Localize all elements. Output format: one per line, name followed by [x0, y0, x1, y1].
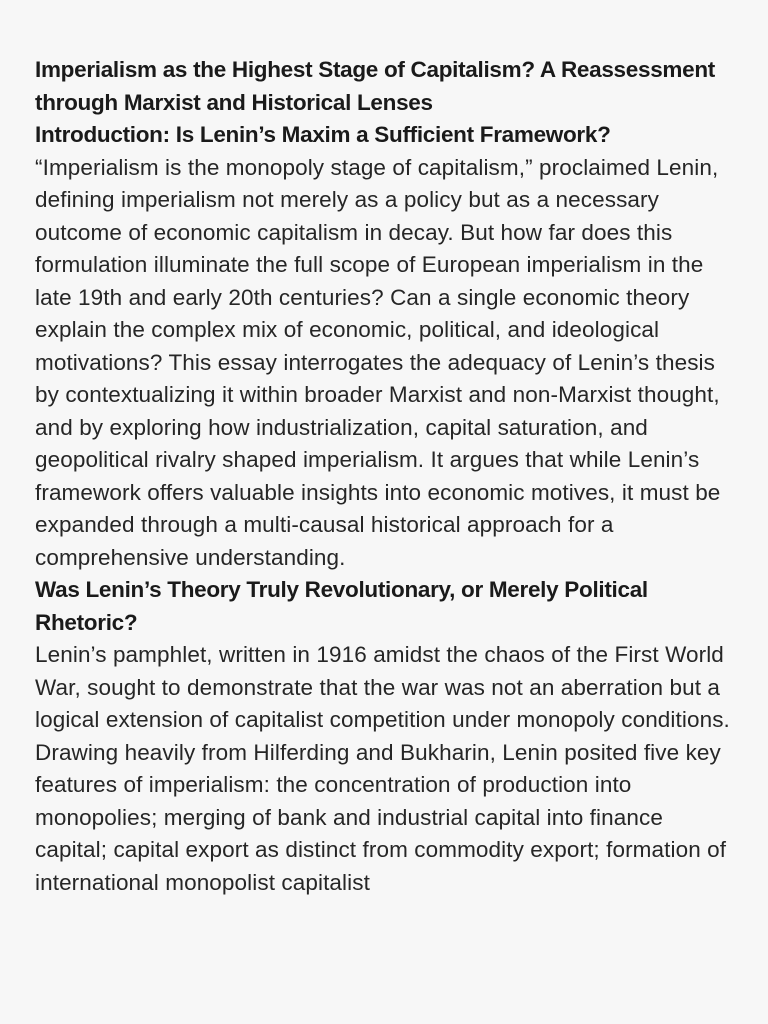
- section-heading-introduction: Introduction: Is Lenin’s Maxim a Sufficient Framework?: [35, 122, 611, 147]
- document-title: Imperialism as the Highest Stage of Capitalism? A Reassessment through Marxist and Historical Lenses: [35, 57, 715, 115]
- section-body-introduction: “Imperialism is the monopoly stage of capitalism,” proclaimed Lenin, defining imperialism not merely as a policy but as a necessary outcome of economic capitalism in decay. But how far does this formulation illuminate the full scope of European imperialism in the late 19th and early 20th centuries? Can a single economic theory explain the complex mix of economic, political, and ideological motivations? This essay interrogates the adequacy of Lenin’s thesis by contextualizing it within broader Marxist and non-Marxist thought, and by exploring how industrialization, capital saturation, and geopolitical rivalry shaped imperialism. It argues that while Lenin’s framework offers valuable insights into economic motives, it must be expanded through a multi-causal historical approach for a comprehensive understanding.: [35, 154, 721, 570]
- section-body-lenin-theory: Lenin’s pamphlet, written in 1916 amidst the chaos of the First World War, sought to demonstrate that the war was not an aberration but a logical extension of capitalist competition under monopoly conditions. Drawing heavily from Hilferding and Bukharin, Lenin posited five key features of imperialism: the concentration of production into monopolies; merging of bank and industrial capital into finance capital; capital export as distinct from commodity export; formation of international monopolist capitalist: [35, 642, 730, 895]
- section-heading-lenin-theory: Was Lenin’s Theory Truly Revolutionary, or Merely Political Rhetoric?: [35, 577, 648, 635]
